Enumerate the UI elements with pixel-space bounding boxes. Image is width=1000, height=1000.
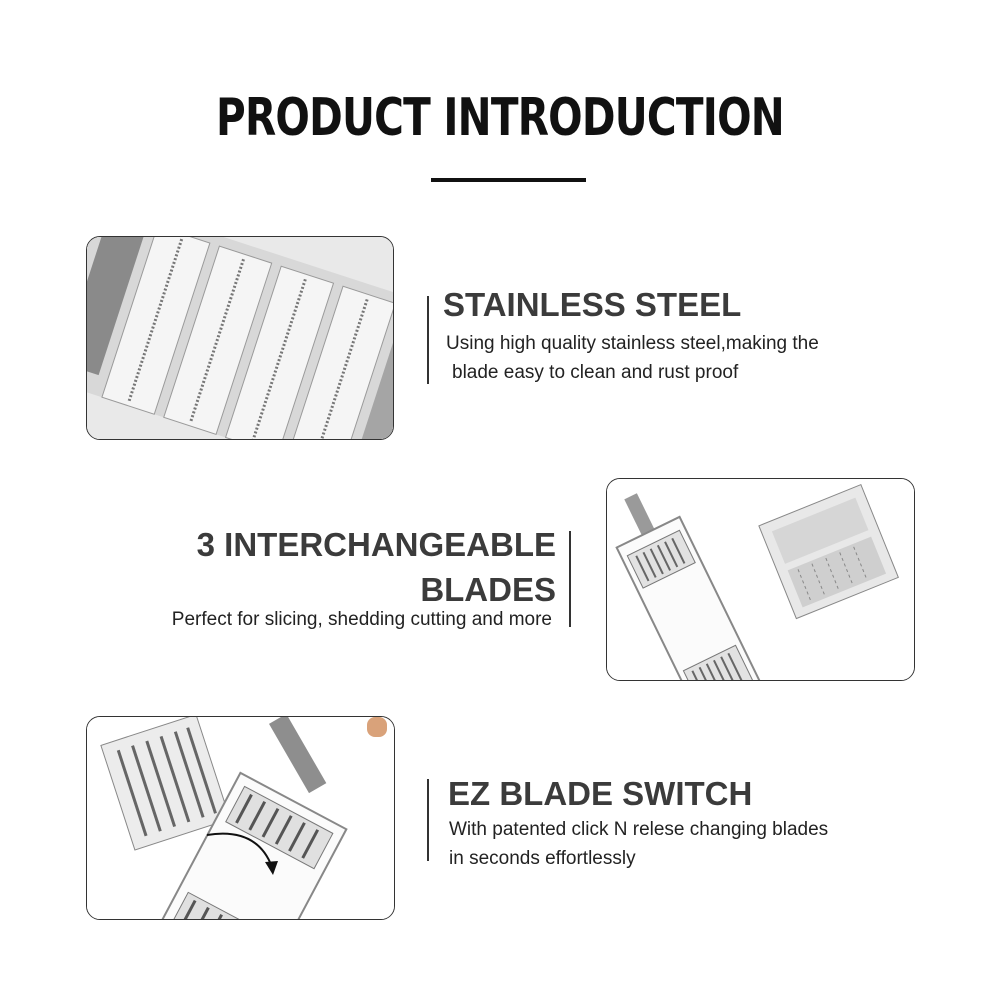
feature-title: EZ BLADE SWITCH	[448, 775, 753, 812]
page-title: PRODUCT INTRODUCTION	[216, 88, 784, 148]
slicer-with-blades-image	[607, 479, 914, 680]
feature-title: STAINLESS STEEL	[443, 286, 742, 323]
feature-description: With patented click N relese changing blades	[449, 819, 829, 840]
divider-bar	[569, 531, 571, 627]
title-underline	[431, 178, 586, 182]
blade-switch-photo	[86, 716, 395, 920]
feature-title: BLADES	[420, 571, 556, 608]
feature-description: in seconds effortlessly	[449, 848, 636, 869]
stainless-steel-photo	[86, 236, 394, 440]
feature-description: Perfect for slicing, shedding cutting and more	[171, 609, 552, 630]
blade-switch-image	[87, 717, 394, 919]
interchangeable-blades-photo	[606, 478, 915, 681]
blade-closeup-image	[87, 237, 393, 439]
divider-bar	[427, 779, 429, 861]
divider-bar	[427, 296, 429, 384]
feature-title: 3 INTERCHANGEABLE	[196, 526, 556, 563]
feature-description: blade easy to clean and rust proof	[452, 362, 739, 383]
feature-description: Using high quality stainless steel,making the	[446, 333, 819, 354]
